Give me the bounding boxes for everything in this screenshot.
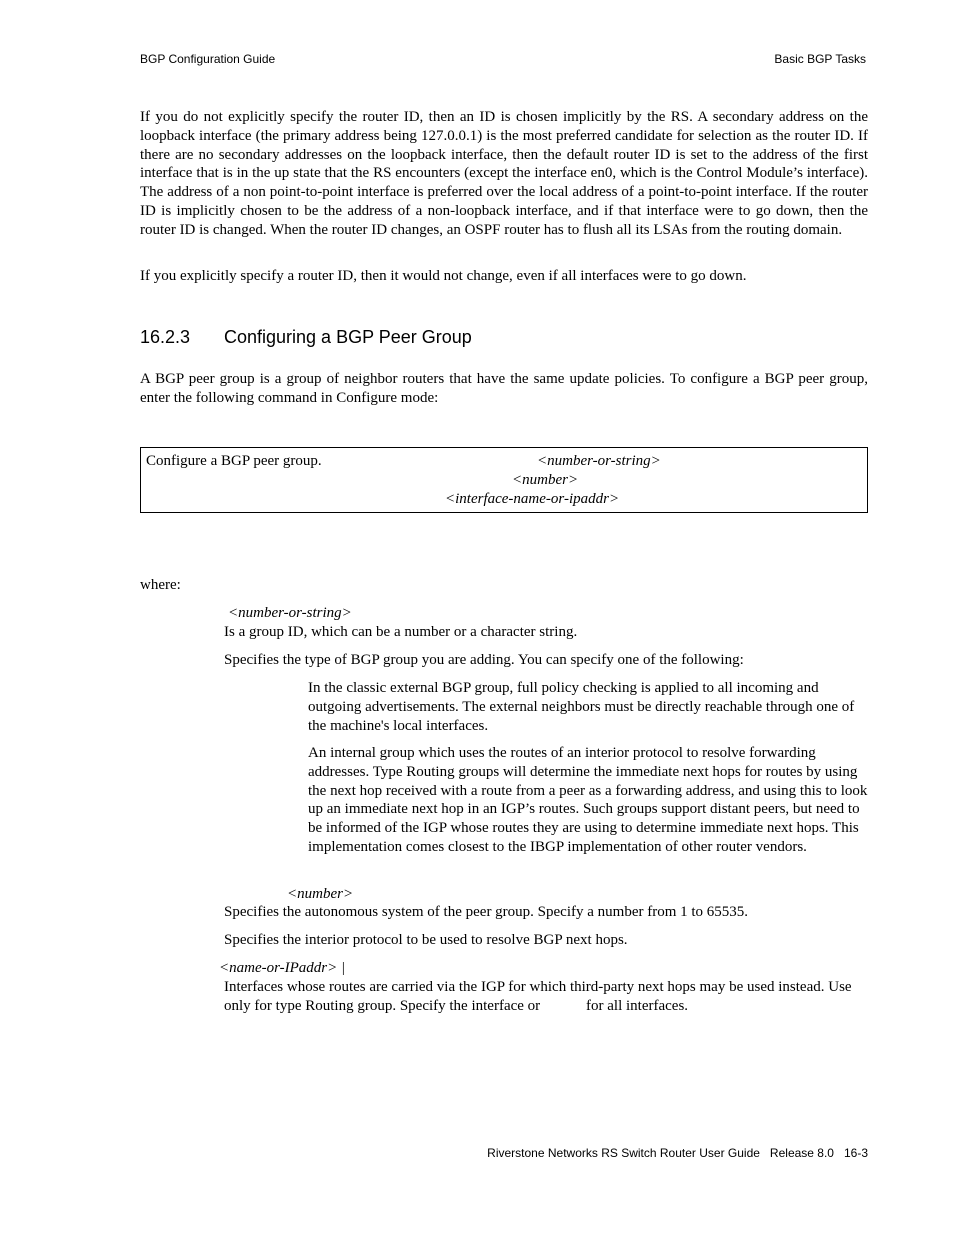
- as-number-parameter: <number>: [287, 886, 354, 902]
- running-header-left: BGP Configuration Guide: [140, 52, 276, 66]
- explicit-router-id-paragraph: If you explicitly specify a router ID, then it would not change, even if all interfaces were to go down.: [140, 268, 747, 284]
- section-intro-paragraph: A BGP peer group is a group of neighbor routers that have the same update policies. To configure a BGP peer group, enter the following command in Configure mode:: [140, 371, 868, 406]
- command-param-number-or-string: <number-or-string>: [537, 453, 661, 469]
- where-label: where:: [140, 577, 181, 593]
- command-param-interface: <interface-name-or-ipaddr>: [445, 491, 620, 507]
- external-group-description: In the classic external BGP group, full policy checking is applied to all incoming and outgoing advertisements. The external neighbors must be directly reachable through one of the machine's local interfaces.: [308, 680, 855, 734]
- section-heading: [140, 327, 472, 348]
- group-id-parameter: <number-or-string>: [228, 605, 352, 621]
- running-header-right: Basic BGP Tasks: [774, 52, 866, 66]
- command-param-number: <number>: [512, 472, 579, 488]
- command-task-cell: Configure a BGP peer group.: [146, 453, 322, 469]
- section-number: 16.2.3: [140, 327, 191, 347]
- section-title: Configuring a BGP Peer Group: [224, 327, 472, 347]
- interface-parameter: <name-or-IPaddr> |: [219, 960, 346, 976]
- interface-description-line1: Interfaces whose routes are carried via the IGP for which third-party next hops may be used instead. Use: [224, 979, 852, 995]
- router-id-paragraph: If you do not explicitly specify the router ID, then an ID is chosen implicitly by the RS. A secondary address on the loopback interface (the primary address being 127.0.0.1) is the most preferred candidate for selection as the router ID. If there are no secondary addresses on the loopback interface, then the default router ID is set to the address of the first interface that is in the up state that the RS encounters (except the interface en0, which is the Control Module’s interface). The address of a non point-to-point interface is preferred over the local address of a point-to-point interface. If the router ID is implicitly chosen to be the address of a non-loopback interface, and if that interface were to go down, then the router ID is changed. When the router ID changes, an OSPF router has to flush all its LSAs from the routing domain.: [140, 109, 868, 238]
- group-id-description: Is a group ID, which can be a number or a character string.: [224, 624, 578, 640]
- protocol-description: Specifies the interior protocol to be used to resolve BGP next hops.: [224, 932, 628, 948]
- interface-description-line2-start: only for type Routing group. Specify the interface or: [224, 998, 541, 1014]
- running-footer: Riverstone Networks RS Switch Router User Guide Release 8.0 16-3: [487, 1146, 868, 1160]
- group-type-description: Specifies the type of BGP group you are adding. You can specify one of the following:: [224, 652, 744, 668]
- command-table: [140, 447, 868, 513]
- interface-description-line2-end: for all interfaces.: [586, 998, 689, 1014]
- routing-group-description: An internal group which uses the routes of an interior protocol to resolve forwarding addresses. Type Routing groups will determine the immediate next hops for routes by using the next hop received with a route from a peer as a forwarding address, and using this to look up an immediate next hop in an IGP’s routes. Such groups support distant peers, but need to be informed of the IGP whose routes they are using to determine immediate next hops. This implementation comes closest to the IBGP implementation of other router vendors.: [308, 745, 868, 855]
- as-number-description: Specifies the autonomous system of the peer group. Specify a number from 1 to 65535.: [224, 904, 749, 920]
